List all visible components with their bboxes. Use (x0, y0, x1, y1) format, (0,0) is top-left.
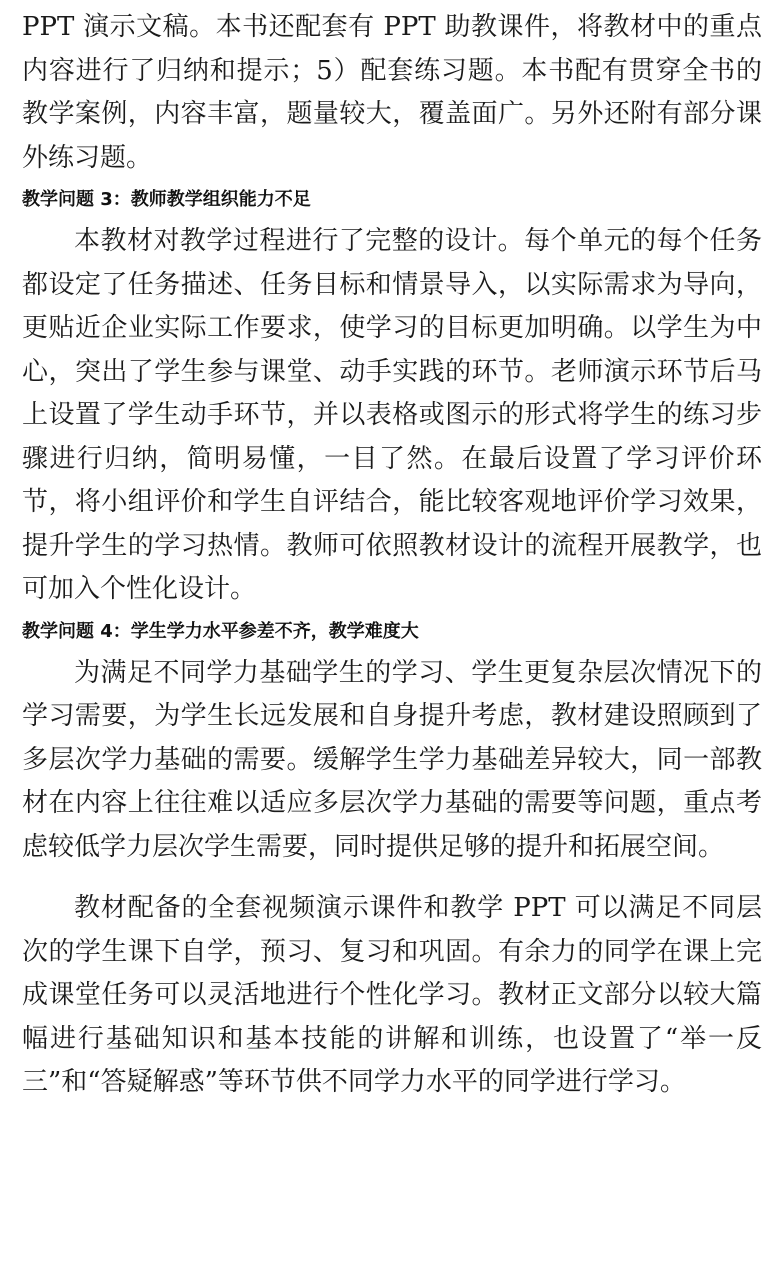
paragraph-intro-continuation: PPT 演示文稿。本书还配套有 PPT 助教课件，将教材中的重点内容进行了归纳和提示；5）配套练习题。本书配有贯穿全书的教学案例，内容丰富，题量较大，覆盖面广。另外还附有部分课外练习题。 (22, 12, 762, 173)
document-page (22, 6, 762, 1105)
paragraph-teaching-design: 本教材对教学过程进行了完整的设计。每个单元的每个任务都设定了任务描述、任务目标和情景导入，以实际需求为导向，更贴近企业实际工作要求，使学习的目标更加明确。以学生为中心，突出了学生参与课堂、动手实践的环节。老师演示环节后马上设置了学生动手环节，并以表格或图示的形式将学生的练习步骤进行归纳，简明易懂，一目了然。在最后设置了学习评价环节，将小组评价和学生自评结合，能比较客观地评价学习效果，提升学生的学习热情。教师可依照教材设计的流程开展教学，也可加入个性化设计。 (22, 226, 762, 604)
paragraph-video-courseware: 教材配备的全套视频演示课件和教学 PPT 可以满足不同层次的学生课下自学，预习、复习和巩固。有余力的同学在课上完成课堂任务可以灵活地进行个性化学习。教材正文部分以较大篇幅进行基础知识和基本技能的讲解和训练，也设置了“举一反三”和“答疑解惑”等环节供不同学力水平的同学进行学习。 (22, 893, 762, 1097)
heading-teaching-problem-4: 教学问题 4：学生学力水平参差不齐，教学难度大 (22, 620, 419, 642)
heading-teaching-problem-3: 教学问题 3：教师教学组织能力不足 (22, 189, 311, 210)
paragraph-spacer (22, 869, 762, 887)
paragraph-multi-level-needs: 为满足不同学力基础学生的学习、学生更复杂层次情况下的学习需要，为学生长远发展和自身提升考虑，教材建设照顾到了多层次学力基础的需要。缓解学生学力基础差异较大，同一部教材在内容上往往难以适应多层次学力基础的需要等问题，重点考虑较低学力层次学生需要，同时提供足够的提升和拓展空间。 (22, 657, 762, 862)
